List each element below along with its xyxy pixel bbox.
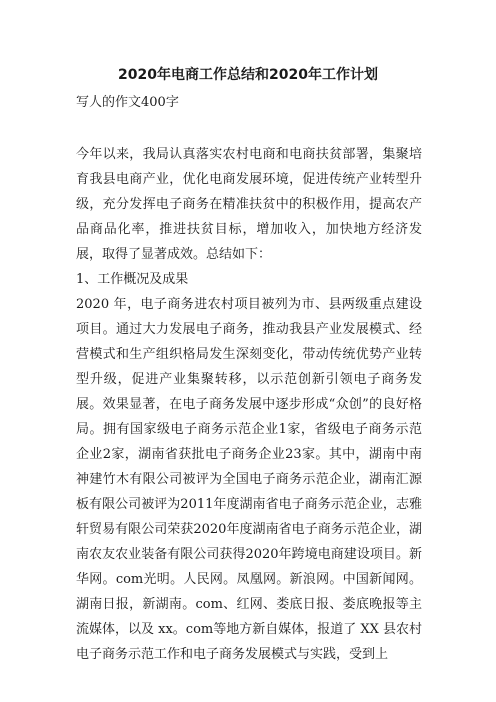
intro-paragraph: 今年以来，我局认真落实农村电商和电商扶贫部署，集聚培育我县电商产业，优化电商发展环境，促进传统产业转型升级，充分发挥电子商务在精准扶贫中的积极作用，提高农产品商品化率，推进扶贫目标，增加收入，加快地方经济发展，取得了显著成效。总结如下： <box>76 147 422 262</box>
document-body <box>76 142 422 667</box>
section-heading: 1、工作概况及成果 <box>76 272 189 287</box>
document-title: 2020年电商工作总结和2020年工作计划 <box>118 67 378 83</box>
section-paragraph: 2020 年，电子商务进农村项目被列为市、县两级重点建设项目。通过大力发展电子商务，推动我县产业发展模式、经营模式和生产组织格局发生深刻变化，带动传统优势产业转型升级，促进产业集聚转移，以示范创新引领电子商务发展。效果显著，在电子商务发展中逐步形成“众创”的良好格局。拥有国家级电子商务示范企业1家，省级电子商务示范企业2家，湖南省获批电子商务企业23家。其中，湖南中南神建竹木有限公司被评为全国电子商务示范企业，湖南汇源板有限公司被评为2011年度湖南省电子商务示范企业，志雅轩贸易有限公司荣获2020年度湖南省电子商务示范企业，湖南农友农业装备有限公司获得2020年跨境电商建设项目。新华网。com光明。人民网。凤凰网。新浪网。中国新闻网。湖南日报，新湖南。com、红网、娄底日报、娄底晚报等主流媒体，以及 xx。com等地方新自媒体，报道了 XX 县农村电子商务示范工作和电子商务发展模式与实践，受到上 <box>76 297 423 662</box>
document-subtitle: 写人的作文400字 <box>76 95 179 110</box>
